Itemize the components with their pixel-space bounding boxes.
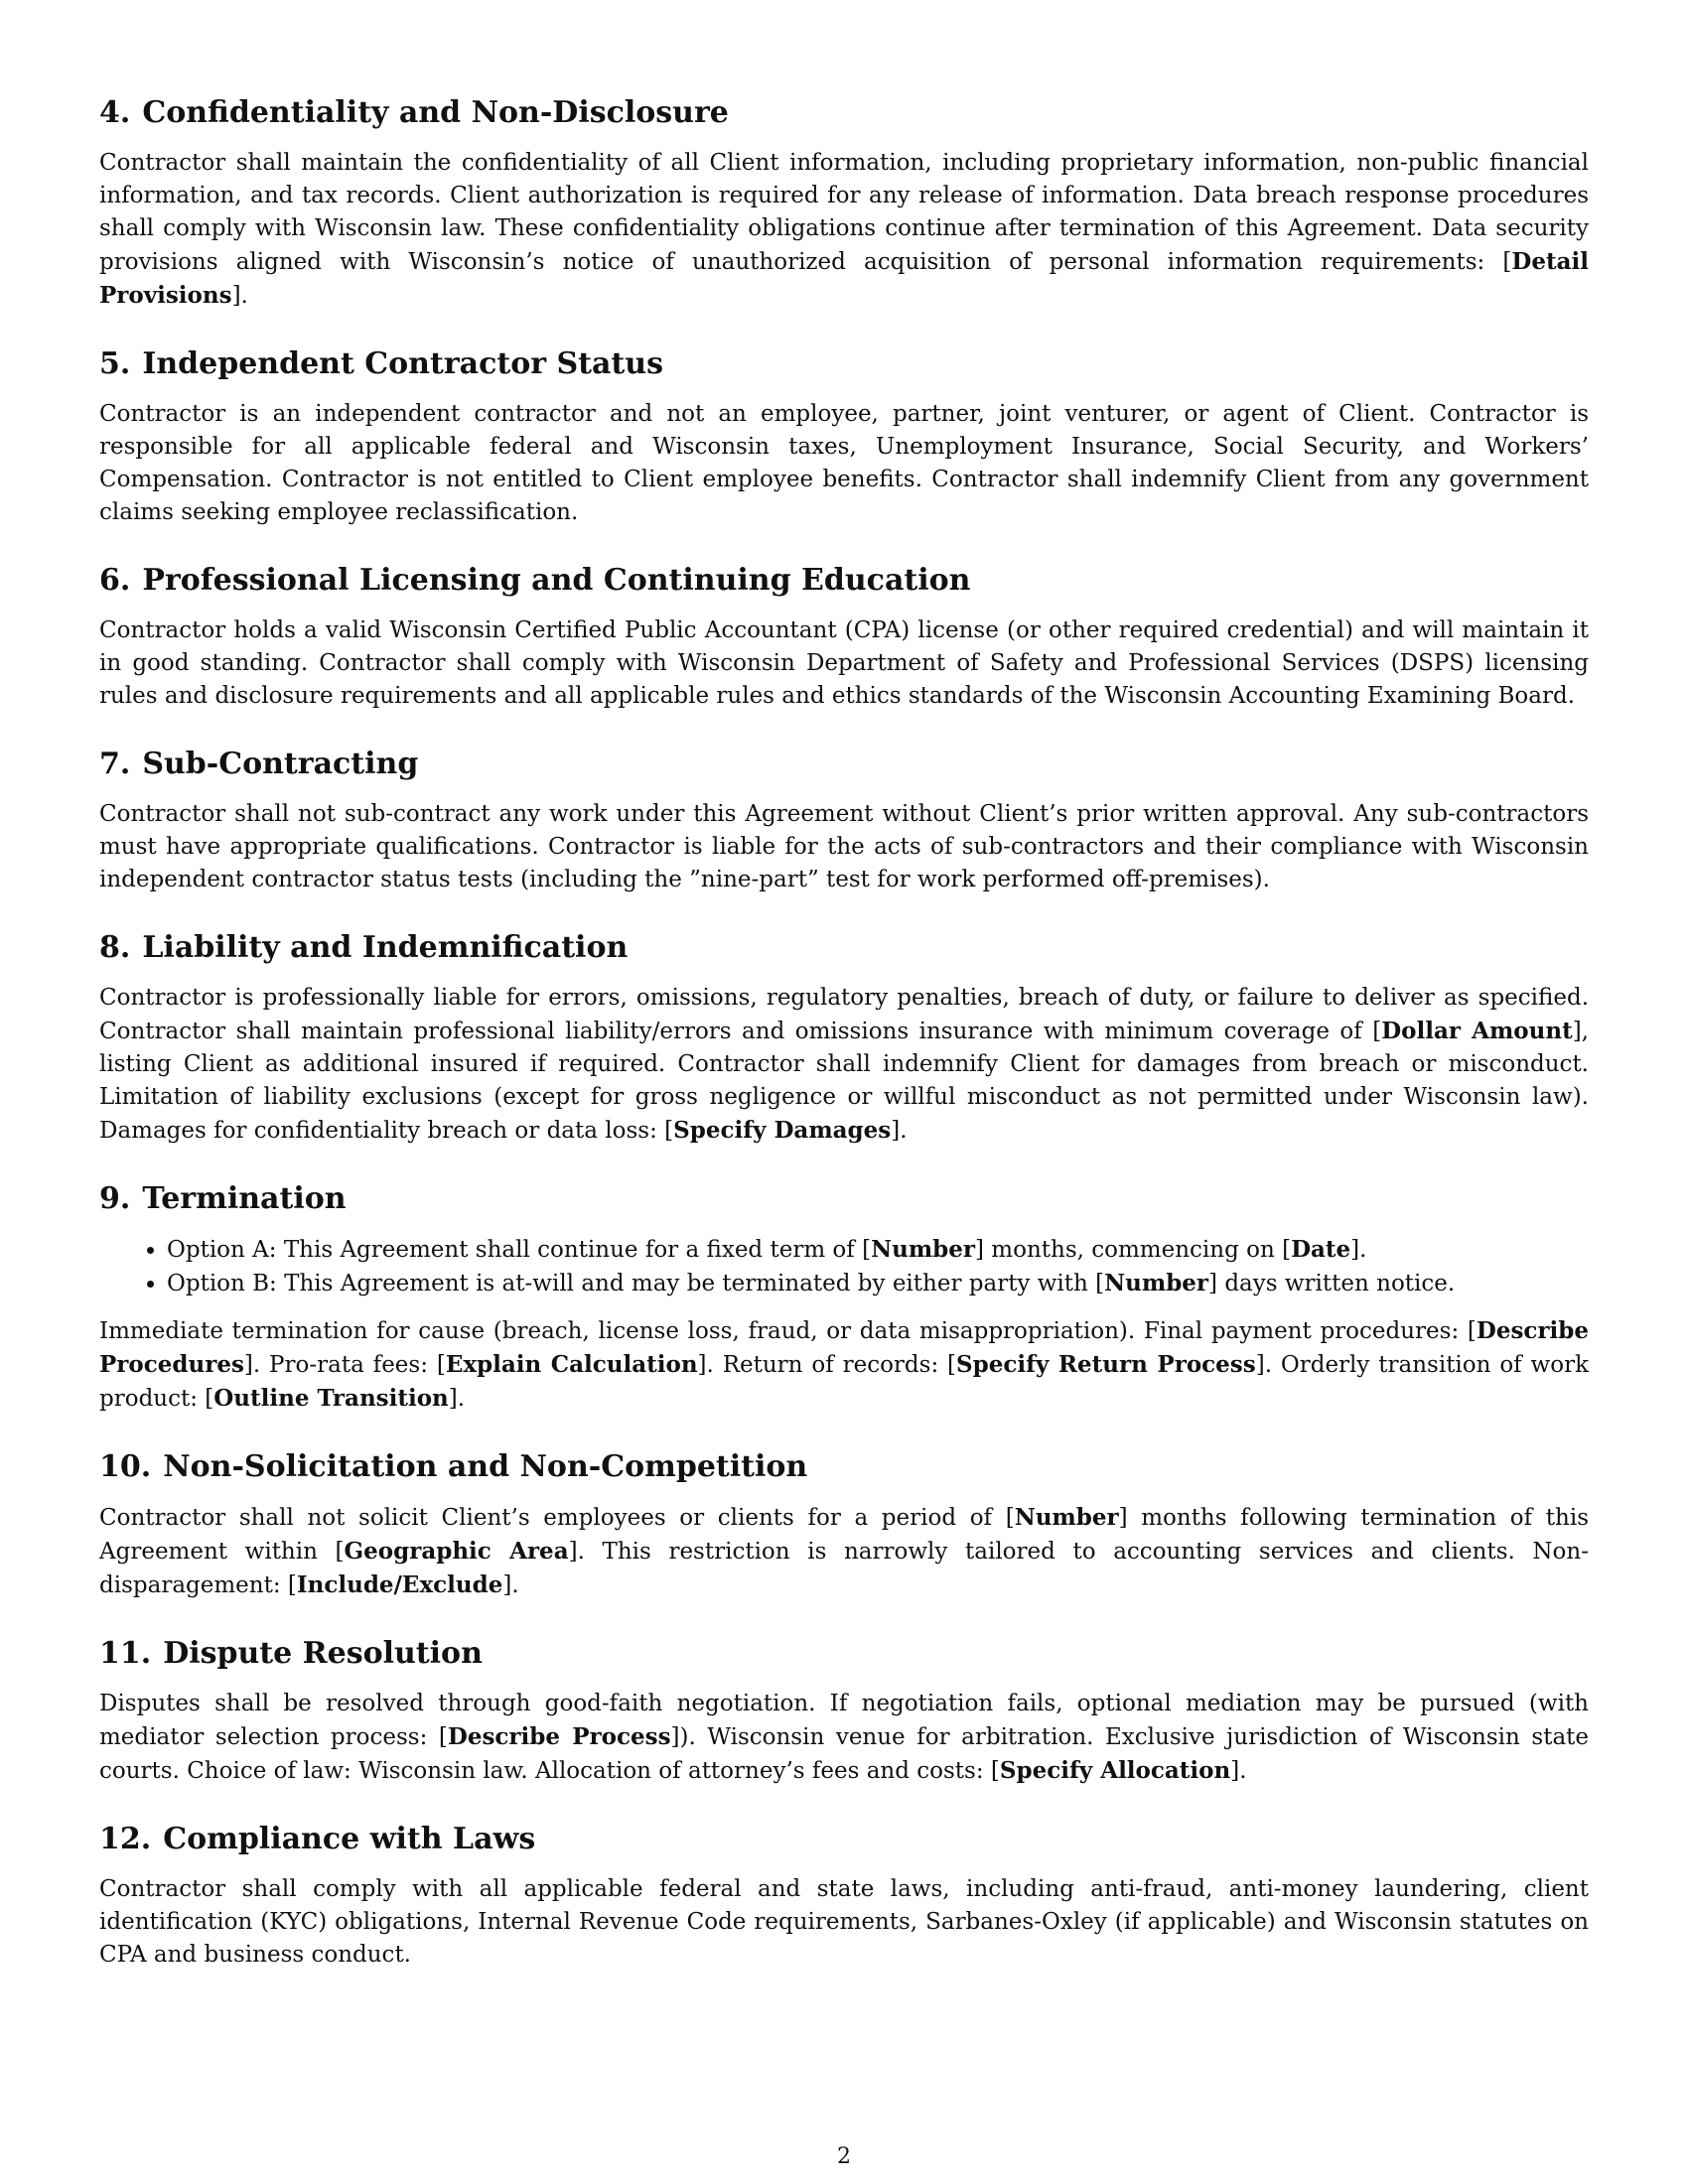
section-paragraph [99,982,1589,1148]
section-number: 7. [99,747,131,781]
text-run: ]. Return of records: [ [697,1352,957,1378]
section-number: 9. [99,1181,131,1216]
section-title: Independent Contractor Status [142,346,663,381]
section-title: Compliance with Laws [163,1822,536,1856]
section-title: Termination [142,1181,347,1216]
text-run: ] months, commencing on [ [975,1237,1292,1263]
text-run: ]. [502,1572,519,1598]
document-page [99,95,1589,2005]
section-number: 10. [99,1449,152,1484]
section-heading [99,1449,1589,1485]
section-heading [99,1636,1589,1672]
section-heading [99,1822,1589,1857]
placeholder-field: Specify Allocation [999,1757,1231,1784]
section-professional-licensing-and-continuing-education [99,563,1589,713]
section-paragraph [99,798,1589,896]
placeholder-field: Describe Procedures [99,1317,1589,1378]
section-paragraph [99,1873,1589,1972]
section-independent-contractor-status [99,346,1589,529]
section-title: Sub-Contracting [142,747,419,781]
section-title: Non-Solicitation and Non-Competition [163,1449,808,1484]
placeholder-field: Specify Damages [673,1117,892,1144]
section-number: 11. [99,1636,152,1671]
section-paragraph [99,1314,1589,1416]
section-termination [99,1181,1589,1416]
text-run: Option B: This Agreement is at-will and may be terminated by either party with [ [167,1271,1105,1297]
text-run: ]. Pro-rata fees: [ [243,1352,446,1378]
section-confidentiality-and-non-disclosure [99,95,1589,313]
text-run: ]. Orderly transition of work product: [ [99,1352,1590,1412]
page-number: 2 [837,2144,851,2169]
text-run: ] months following termination of this Agreement within [ [99,1505,1589,1565]
list-item [167,1267,1589,1300]
text-run: Option A: This Agreement shall continue for a fixed term of [ [167,1237,872,1263]
section-compliance-with-laws [99,1822,1589,1972]
section-heading [99,930,1589,966]
text-run: Contractor is professionally liable for errors, omissions, regulatory penalties, breach of duty, or failure to deliver as specified. Contractor shall maintain professional liability/errors and omissions insurance with minimum coverage of [ [99,985,1589,1044]
text-run: Contractor shall not solicit Client’s employees or clients for a period of [ [99,1505,1015,1531]
section-heading [99,563,1589,599]
option-list [99,1233,1589,1300]
section-number: 5. [99,346,131,381]
placeholder-field: Describe Process [447,1723,671,1750]
section-dispute-resolution [99,1636,1589,1788]
placeholder-field: Geographic Area [344,1538,569,1565]
placeholder-field: Detail Provisions [99,248,1589,309]
section-paragraph [99,398,1589,529]
text-run: Contractor shall comply with all applicable federal and state laws, including anti-fraud, anti-money laundering, client identification (KYC) obligations, Internal Revenue Code requirements, Sarbanes-Oxley (if applicable) and Wisconsin statutes on CPA and business conduct. [99,1876,1589,1968]
section-paragraph [99,614,1589,713]
section-paragraph [99,1688,1589,1788]
section-title: Liability and Indemnification [142,930,629,965]
section-title: Confidentiality and Non-Disclosure [142,95,729,130]
text-run: ]. [448,1386,466,1412]
text-run: Disputes shall be resolved through good-faith negotiation. If negotiation fails, optional mediation may be pursued (with mediator selection process: [ [99,1691,1589,1750]
section-paragraph [99,147,1589,313]
section-paragraph [99,1501,1589,1602]
placeholder-field: Include/Exclude [296,1571,503,1598]
placeholder-field: Specify Return Process [956,1351,1256,1378]
text-run: Contractor shall not sub-contract any work under this Agreement without Client’s prior written approval. Any sub-contractors must have appropriate qualifications. Contractor is liable for the acts of sub-contractors and their compliance with Wisconsin independent contractor status tests (including the ”nine-part” test for work performed off-premises). [99,801,1589,892]
text-run: ]. [1350,1237,1367,1263]
section-number: 8. [99,930,131,965]
placeholder-field: Date [1291,1236,1351,1263]
section-non-solicitation-and-non-competition [99,1449,1589,1602]
placeholder-field: Number [871,1236,976,1263]
section-number: 4. [99,95,131,130]
section-heading [99,95,1589,131]
placeholder-field: Outline Transition [213,1385,449,1412]
placeholder-field: Dollar Amount [1381,1018,1573,1044]
text-run: ]. This restriction is narrowly tailored to accounting services and clients. Non-disparagement: [ [99,1539,1589,1598]
section-title: Professional Licensing and Continuing Education [142,563,971,598]
section-title: Dispute Resolution [163,1636,483,1671]
section-number: 12. [99,1822,152,1856]
text-run: Contractor shall maintain the confidentiality of all Client information, including proprietary information, non-public financial information, and tax records. Client authorization is required for any release of information. Data breach response procedures shall comply with Wisconsin law. These confidentiality obligations continue after termination of this Agreement. Data security provisions aligned with Wisconsin’s notice of unauthorized acquisition of personal information requirements: [ [99,150,1589,275]
section-number: 6. [99,563,131,598]
list-item [167,1233,1589,1267]
text-run: ]. [231,283,248,309]
section-heading [99,1181,1589,1217]
text-run: Contractor holds a valid Wisconsin Certified Public Accountant (CPA) license (or other required credential) and will maintain it in good standing. Contractor shall comply with Wisconsin Department of Safety and Professional Services (DSPS) licensing rules and disclosure requirements and all applicable rules and ethics standards of the Wisconsin Accounting Examining Board. [99,617,1589,709]
text-run: ], listing Client as additional insured if required. Contractor shall indemnify Client for damages from breach or misconduct. Limitation of liability exclusions (except for gross negligence or willful misconduct as not permitted under Wisconsin law). Damages for confidentiality breach or data loss: [ [99,1019,1589,1144]
placeholder-field: Number [1104,1270,1209,1297]
text-run: ] days written notice. [1208,1271,1456,1297]
placeholder-field: Explain Calculation [445,1351,698,1378]
text-run: ]. [1230,1758,1247,1784]
section-heading [99,346,1589,382]
text-run: Contractor is an independent contractor and not an employee, partner, joint venturer, or agent of Client. Contractor is responsible for all applicable federal and Wisconsin taxes, Unemployment Insurance, Social Security, and Workers’ Compensation. Contractor is not entitled to Client employee benefits. Contractor shall indemnify Client from any government claims seeking employee reclassification. [99,401,1589,525]
text-run: ]. [891,1118,908,1144]
text-run: ]). Wisconsin venue for arbitration. Exclusive jurisdiction of Wisconsin state courts. Choice of law: Wisconsin law. Allocation of attorney’s fees and costs: [ [99,1724,1590,1784]
placeholder-field: Number [1014,1504,1119,1531]
text-run: Immediate termination for cause (breach, license loss, fraud, or data misappropriation). Final payment procedures: [ [99,1318,1477,1344]
section-sub-contracting [99,747,1589,896]
section-liability-and-indemnification [99,930,1589,1148]
section-heading [99,747,1589,782]
